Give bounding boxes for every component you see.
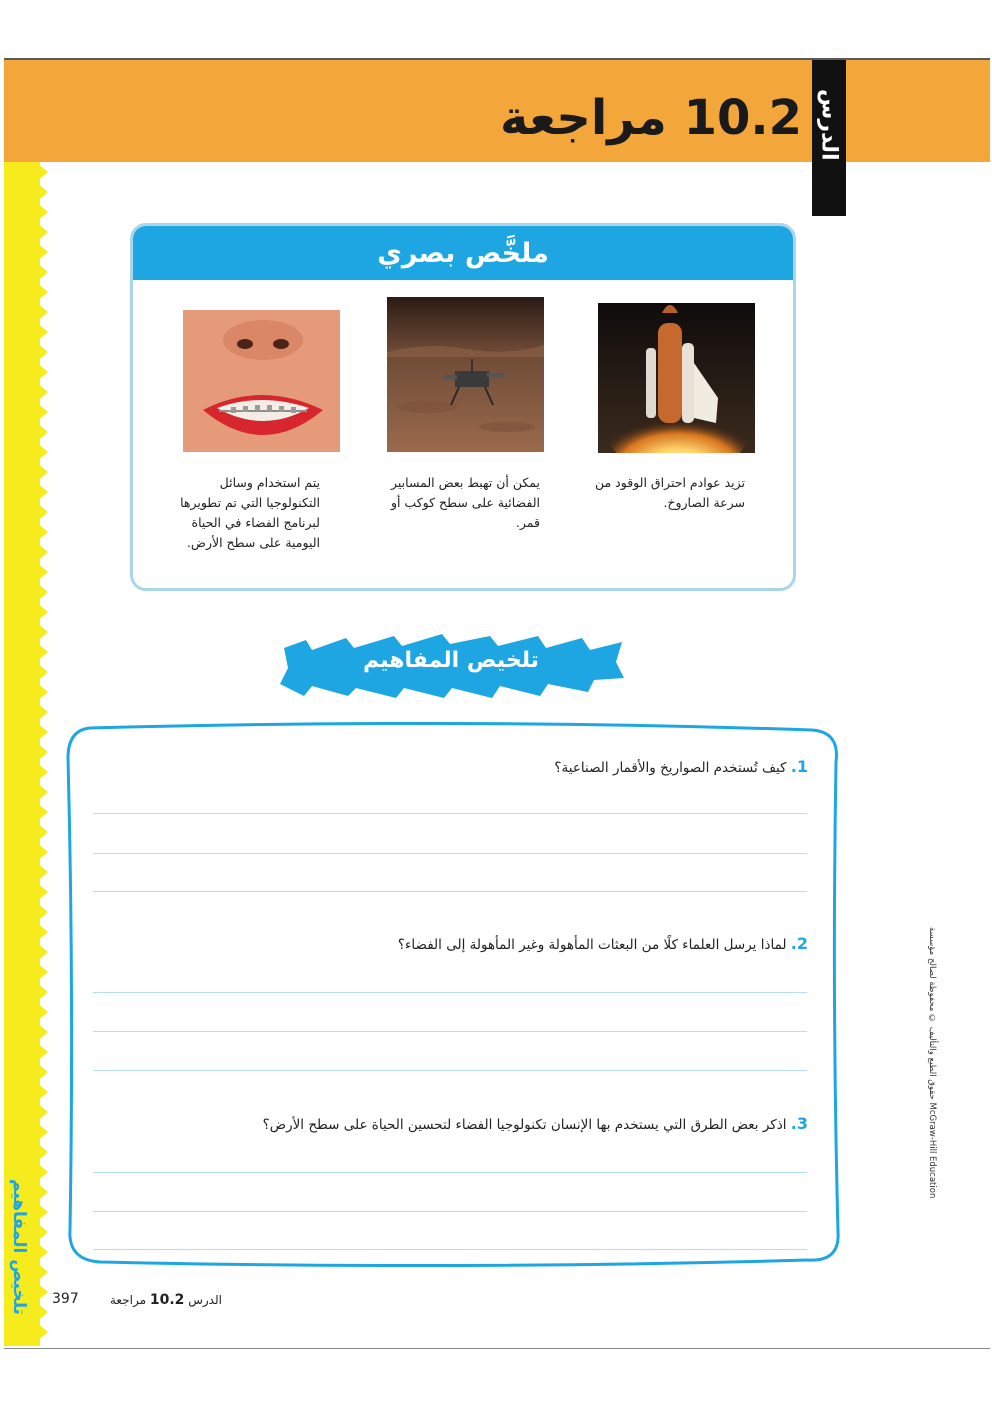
question-3 xyxy=(120,1113,808,1136)
footer-lesson-title: مراجعة xyxy=(110,1293,147,1307)
answer-line[interactable] xyxy=(93,1070,807,1071)
question-2-text: لماذا يرسل العلماء كلًا من البعثات المأهولة وغير المأهولة إلى الفضاء؟ xyxy=(397,937,787,953)
mars-lander-image xyxy=(387,297,544,452)
concept-summary-title: تلخيص المفاهيم xyxy=(363,648,539,673)
question-3-number: 3. xyxy=(790,1114,808,1133)
question-3-text: اذكر بعض الطرق التي يستخدم بها الإنسان تكنولوجيا الفضاء لتحسين الحياة على سطح الأرض؟ xyxy=(262,1117,787,1133)
footer-lesson xyxy=(110,1292,250,1308)
page-number: 397 xyxy=(52,1291,79,1307)
question-1-text: كيف تُستخدم الصواريخ والأقمار الصناعية؟ xyxy=(554,760,787,776)
answer-line[interactable] xyxy=(93,1172,807,1173)
teeth-braces-image xyxy=(183,310,340,452)
answer-line[interactable] xyxy=(93,891,807,892)
zigzag-edge xyxy=(36,162,50,1346)
rocket-launch-image xyxy=(598,303,755,453)
answer-line[interactable] xyxy=(93,853,807,854)
answer-line[interactable] xyxy=(93,992,807,993)
answer-line[interactable] xyxy=(93,813,807,814)
answer-line[interactable] xyxy=(93,1249,807,1250)
visual-summary-title: ملخَّص بصري xyxy=(377,238,549,269)
rocket-caption: تزيد عوادم احتراق الوقود من سرعة الصاروخ. xyxy=(595,475,745,510)
question-2-number: 2. xyxy=(790,934,808,953)
answer-line[interactable] xyxy=(93,1031,807,1032)
lander-caption: يمكن أن تهبط بعض المسابير الفضائية على سطح كوكب أو قمر. xyxy=(390,475,540,530)
answer-line[interactable] xyxy=(93,1211,807,1212)
question-1-number: 1. xyxy=(790,757,808,776)
copyright-credit: حقوق الطبع والتأليف © محفوظة لصالح مؤسسة McGraw-Hill Education xyxy=(927,927,937,1199)
side-tab-label: تلخيص المفاهيم xyxy=(9,1179,29,1315)
footer-lesson-label: الدرس xyxy=(188,1293,222,1307)
question-2 xyxy=(120,933,808,956)
questions-box xyxy=(60,722,842,1268)
question-1 xyxy=(120,756,808,779)
lesson-tab-label: الدرس xyxy=(816,89,842,161)
braces-caption: يتم استخدام وسائل التكنولوجيا التي تم تطويرها لبرنامج الفضاء في الحياة اليومية على سطح الأرض. xyxy=(180,475,320,550)
lesson-title: 10.2 مراجعة xyxy=(500,90,802,146)
side-yellow-strip xyxy=(4,162,40,1346)
footer-lesson-number: 10.2 xyxy=(149,1292,185,1308)
